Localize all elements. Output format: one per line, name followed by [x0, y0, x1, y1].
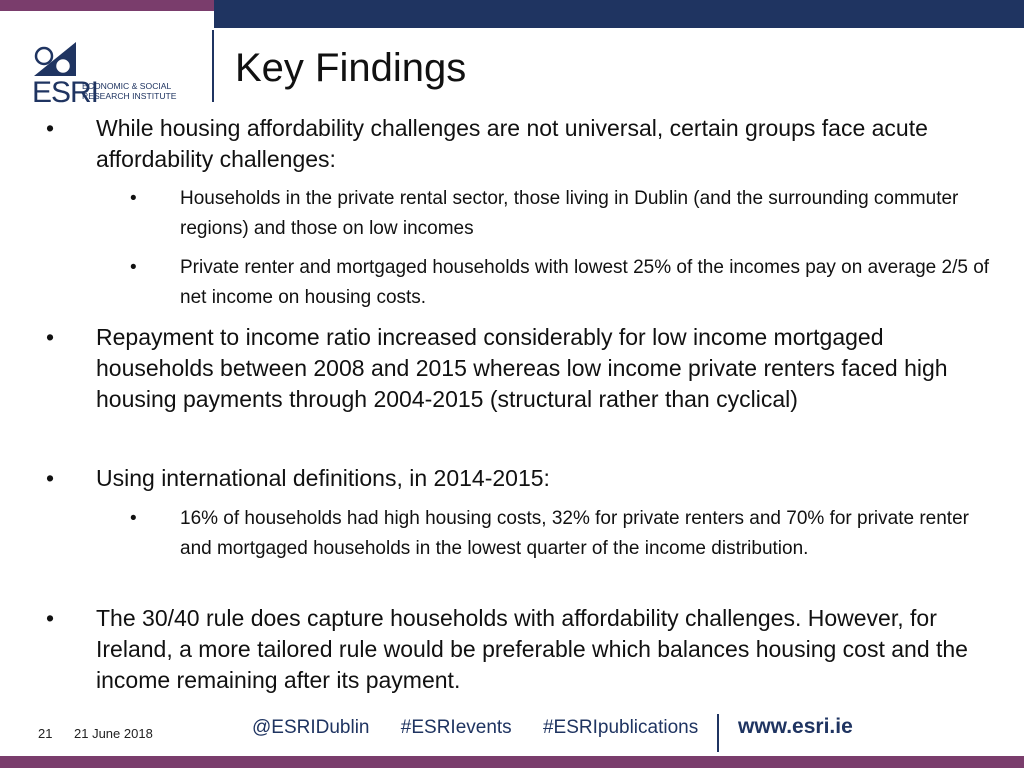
- sub-bullet-1-2: [0, 253, 1000, 312]
- sub-bullet-1-1-text: Households in the private rental sector, those living in Dublin (and the surrounding commuter regions) and those on low incomes: [180, 188, 959, 239]
- sub-bullet-3-1: [0, 504, 1000, 563]
- esri-emblem-icon: [30, 40, 80, 80]
- bullet-3-text: Using international definitions, in 2014-2015:: [96, 465, 550, 491]
- hashtag-events: #ESRIevents: [400, 717, 512, 738]
- page-number: 21: [38, 726, 53, 741]
- logo-line-2: RESEARCH INSTITUTE: [82, 91, 177, 101]
- bullet-4: [0, 603, 1000, 696]
- bullet-4-text: The 30/40 rule does capture households with affordability challenges. However, for Ireland, a more tailored rule would be preferable which balances housing cost and the income remaining after its payment.: [96, 605, 968, 693]
- bullet-1: [0, 113, 1000, 175]
- footer-divider: [717, 714, 719, 752]
- sub-bullet-dot: •: [130, 508, 137, 529]
- slide-title: Key Findings: [235, 46, 467, 90]
- logo-esri-text: ESRI: [32, 76, 99, 109]
- hashtag-publications: #ESRIpublications: [542, 717, 699, 738]
- bullet-dot: •: [46, 324, 55, 350]
- sub-bullet-1-1: [0, 184, 1000, 243]
- slide-footer: [0, 712, 1024, 752]
- bottom-accent-bar: [0, 756, 1024, 768]
- bullet-dot: •: [46, 465, 55, 491]
- bullet-2: [0, 322, 1000, 415]
- bullet-dot: •: [46, 115, 55, 141]
- slide-date: 21 June 2018: [74, 726, 153, 741]
- top-accent-bar: [0, 0, 214, 11]
- bullet-2-text: Repayment to income ratio increased considerably for low income mortgaged households between 2008 and 2015 whereas low income private renters faced high housing payments through 2004-2015 (structural rather than cyclical): [96, 324, 948, 412]
- bullet-3: [0, 463, 1000, 494]
- twitter-handle: @ESRIDublin: [252, 717, 370, 738]
- bullet-dot: •: [46, 605, 55, 631]
- title-divider: [212, 30, 214, 102]
- bullet-1-text: While housing affordability challenges are not universal, certain groups face acute affordability challenges:: [96, 115, 928, 172]
- sub-bullet-3-1-text: 16% of households had high housing costs, 32% for private renters and 70% for private renter and mortgaged households in the lowest quarter of the income distribution.: [180, 508, 969, 559]
- social-tags: [252, 717, 724, 739]
- top-header-bar: [214, 0, 1024, 28]
- website-url: www.esri.ie: [738, 715, 853, 738]
- sub-bullet-dot: •: [130, 188, 137, 209]
- sub-bullet-1-2-text: Private renter and mortgaged households with lowest 25% of the incomes pay on average 2/5 of net income on housing costs.: [180, 257, 990, 308]
- logo-institute-name: [82, 81, 177, 101]
- sub-bullet-dot: •: [130, 257, 137, 278]
- esri-logo: [30, 40, 210, 108]
- logo-line-1: ECONOMIC & SOCIAL: [82, 81, 172, 91]
